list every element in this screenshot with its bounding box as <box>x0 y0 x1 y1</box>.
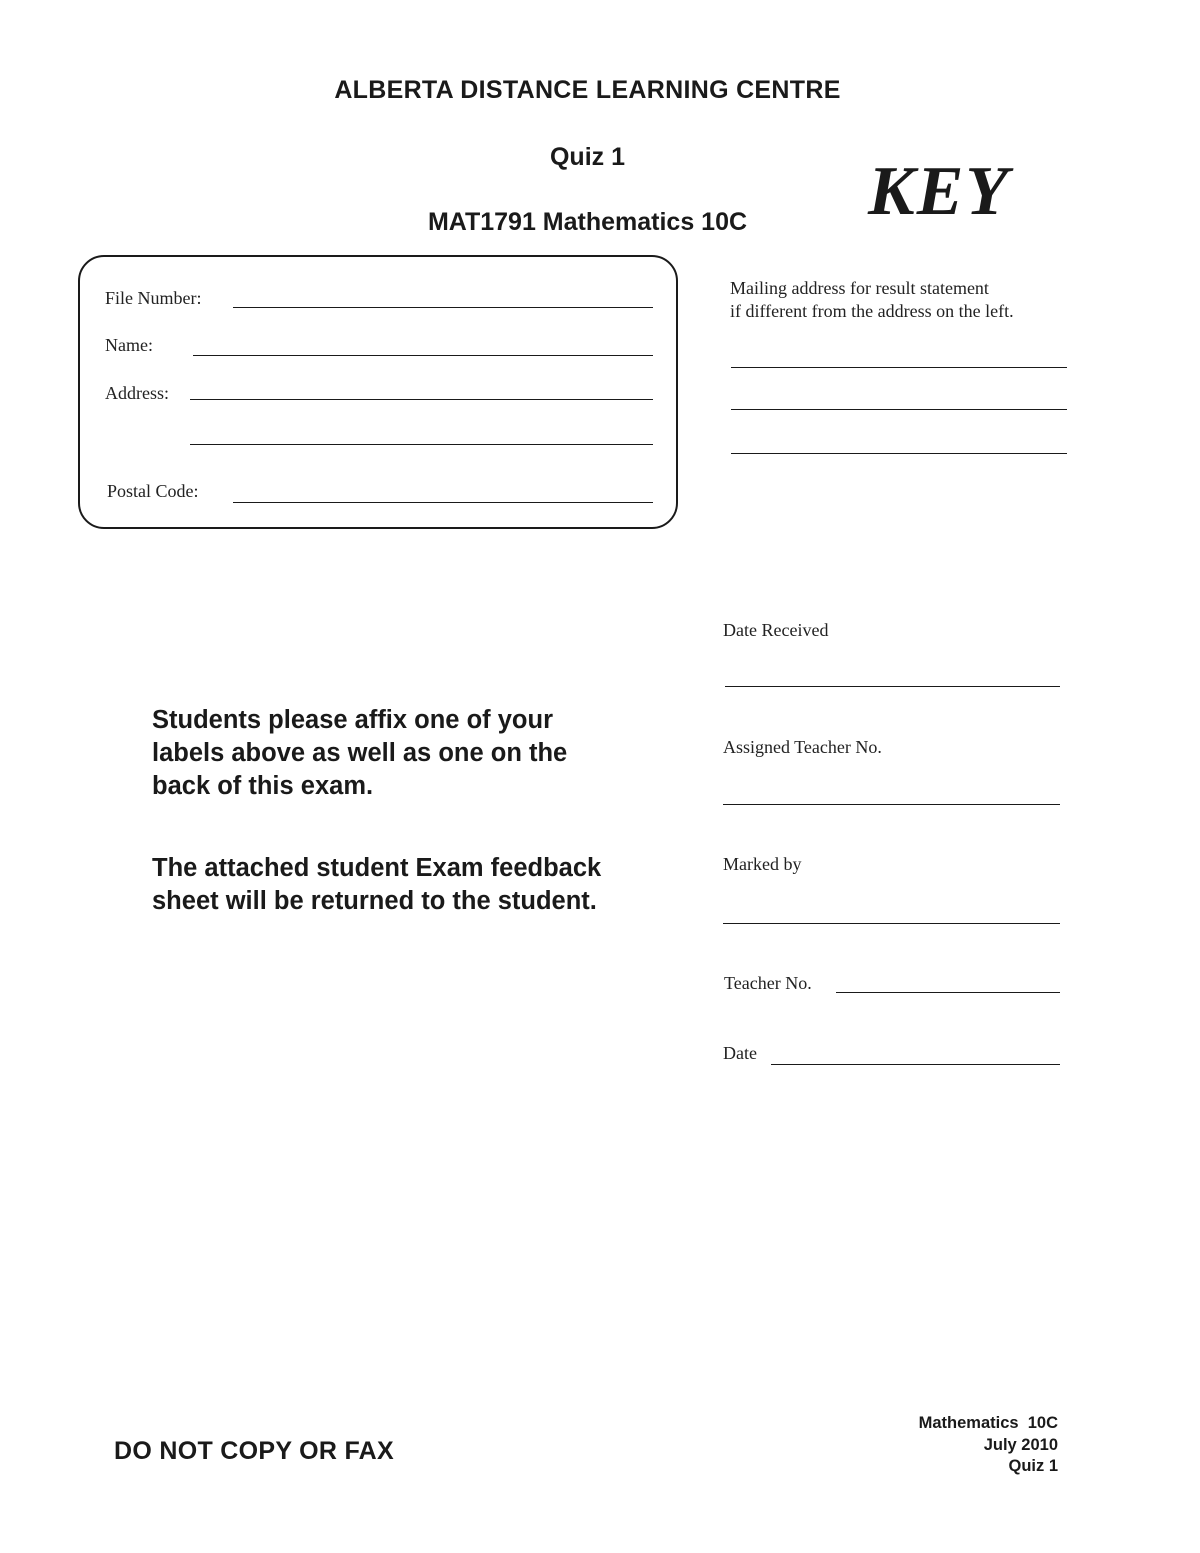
quiz-title: Quiz 1 <box>549 143 625 171</box>
name-field[interactable] <box>193 355 653 356</box>
label-instructions: Students please affix one of your labels above as well as one on the back of this exam. <box>152 706 568 800</box>
teacher-no-field[interactable] <box>836 992 1060 993</box>
footer-info <box>919 1413 1058 1478</box>
date-field[interactable] <box>771 1064 1060 1065</box>
organization-title: ALBERTA DISTANCE LEARNING CENTRE <box>334 76 841 104</box>
mailing-note-line-2: if different from the address on the left. <box>730 301 1014 321</box>
footer-date: July 2010 <box>983 1435 1058 1454</box>
answer-key-mark: KEY <box>868 153 1011 230</box>
course-title: MAT1791 Mathematics 10C <box>427 208 748 236</box>
marked-by-label: Marked by <box>723 854 802 874</box>
address-field-line-2[interactable] <box>190 444 653 445</box>
footer-quiz: Quiz 1 <box>1008 1457 1058 1475</box>
mailing-address-note <box>730 277 1014 323</box>
mailing-address-line-2[interactable] <box>731 409 1067 410</box>
postal-code-label: Postal Code: <box>107 481 199 501</box>
mailing-address-line-1[interactable] <box>731 367 1067 368</box>
address-label: Address: <box>105 383 169 403</box>
marked-by-field[interactable] <box>723 923 1060 924</box>
do-not-copy-notice: DO NOT COPY OR FAX <box>114 1437 394 1465</box>
mailing-note-line-1: Mailing address for result statement <box>730 278 989 298</box>
file-number-field[interactable] <box>233 307 653 308</box>
footer-course: Mathematics 10C <box>918 1414 1058 1432</box>
mailing-address-line-3[interactable] <box>731 453 1067 454</box>
assigned-teacher-field[interactable] <box>723 804 1060 805</box>
feedback-instructions: The attached student Exam feedback sheet will be returned to the student. <box>152 854 602 915</box>
teacher-no-label: Teacher No. <box>724 973 812 993</box>
postal-code-field[interactable] <box>233 502 653 503</box>
date-label: Date <box>723 1043 757 1063</box>
date-received-field[interactable] <box>725 686 1060 687</box>
file-number-label: File Number: <box>105 288 202 308</box>
date-received-label: Date Received <box>723 620 829 640</box>
address-field-line-1[interactable] <box>190 399 653 400</box>
name-label: Name: <box>105 335 153 355</box>
assigned-teacher-label: Assigned Teacher No. <box>723 737 882 757</box>
